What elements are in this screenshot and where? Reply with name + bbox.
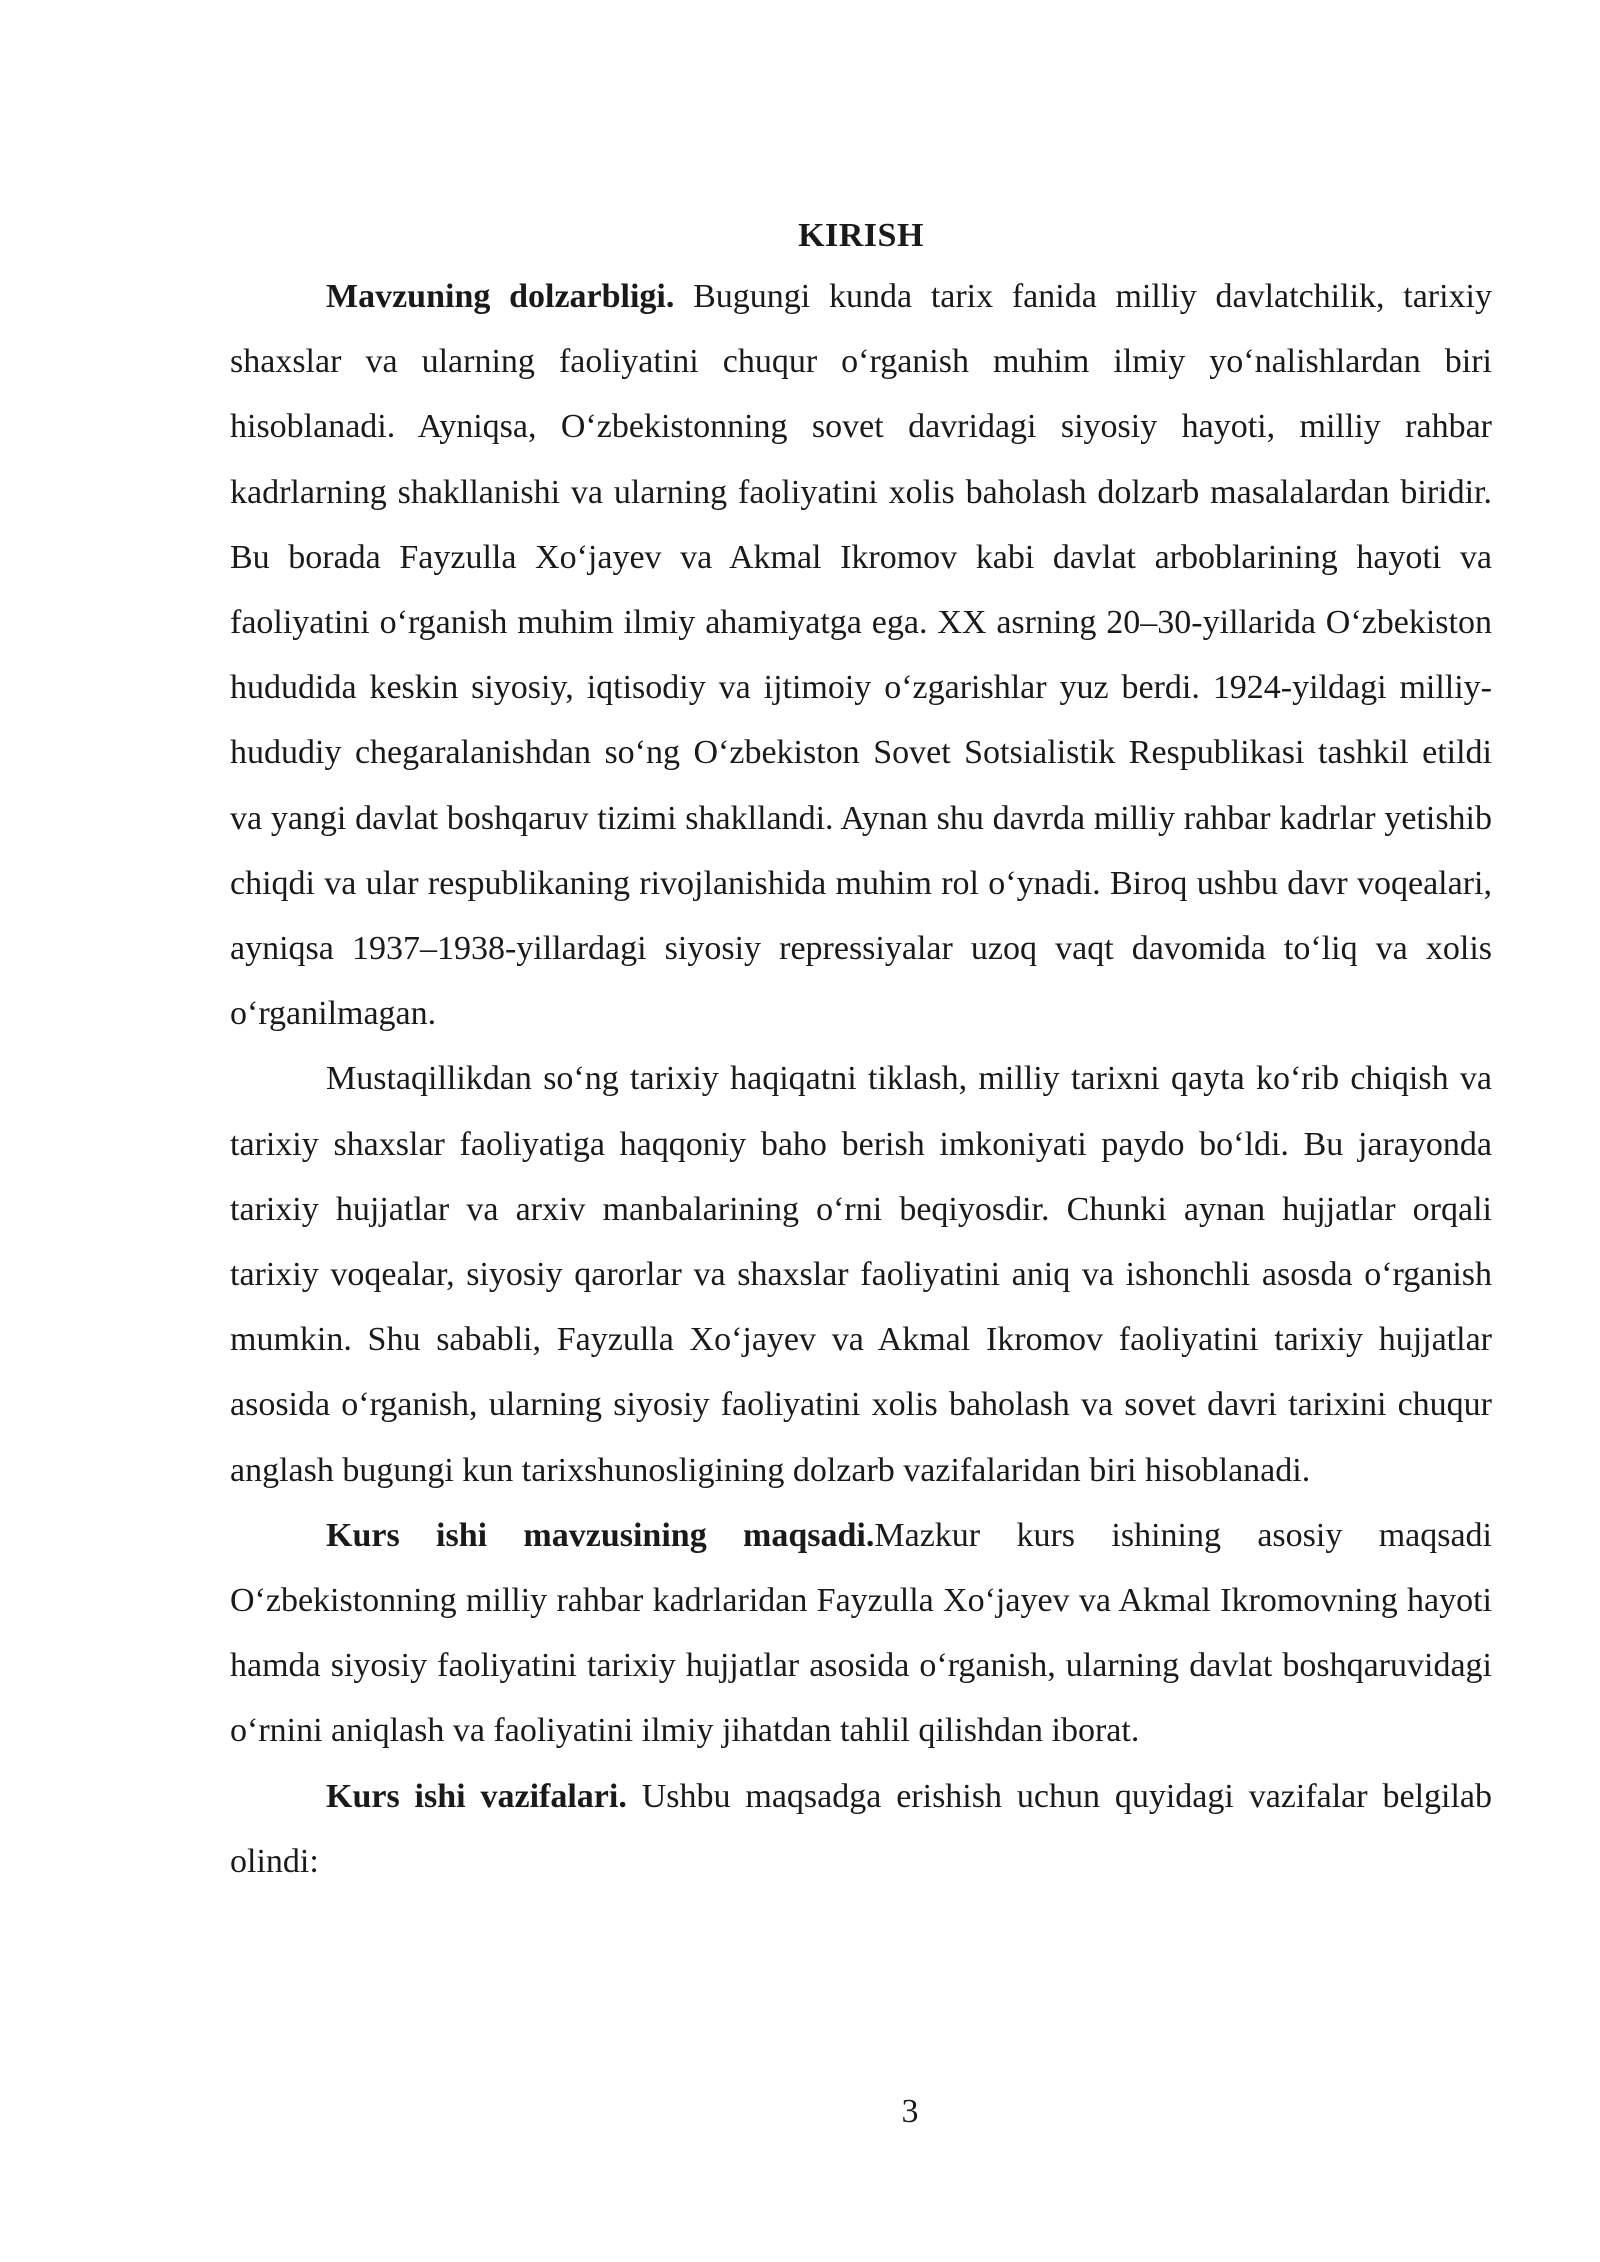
paragraph-text: Mustaqillikdan so‘ng tarixiy haqiqatni tiklash, milliy tarixni qayta ko‘rib chiqish va tarixiy shaxslar faoliyatiga haqqoniy baho berish imkoniyati paydo bo‘ldi. Bu jarayonda tarixiy hujjatlar va arxiv manbalarining o‘rni beqiyosdir. Chunki aynan hujjatlar orqali tarixiy voqealar, siyosiy qarorlar va shaxslar faoliyatini aniq va ishonchli asosda o‘rganish mumkin. Shu sababli, Fayzulla Xo‘jayev va Akmal Ikromov faoliyatini tarixiy hujjatlar asosida o‘rganish, ularning siyosiy faoliyatini xolis baholash va sovet davri tarixini chuqur anglash bugungi kun tarixshunosligining dolzarb vazifalaridan biri hisoblanadi. <box>230 1060 1492 1489</box>
paragraph-tasks <box>230 1764 1492 1894</box>
paragraph-text: Ushbu maqsadga erishish uchun quyidagi vazifalar belgilab olindi: <box>230 1777 1493 1880</box>
paragraph-lead: Kurs ishi mavzusining maqsadi. <box>326 1516 875 1554</box>
document-page <box>230 214 1492 1894</box>
paragraph-lead: Mavzuning dolzarbligi. <box>326 278 675 315</box>
paragraph-text: Mazkur kurs ishining asosiy maqsadi O‘zbekistonning milliy rahbar kadrlaridan Fayzulla Xo‘jayev va Akmal Ikromovning hayoti hamda siyosiy faoliyatini tarixiy hujjatlar asosida o‘rganish, ularning davlat boshqaruvidagi o‘rnini aniqlash va faoliyatini ilmiy jihatdan tahlil qilishdan iborat. <box>230 1516 1493 1750</box>
paragraph-goal <box>230 1503 1492 1764</box>
paragraph-text: Bugungi kunda tarix fanida milliy davlatchilik, tarixiy shaxslar va ularning faoliyatini chuqur o‘rganish muhim ilmiy yo‘nalishlardan biri hisoblanadi. Ayniqsa, O‘zbekistonning sovet davridagi siyosiy hayoti, milliy rahbar kadrlarning shakllanishi va ularning faoliyatini xolis baholash dolzarb masalalardan biridir. Bu borada Fayzulla Xo‘jayev va Akmal Ikromov kabi davlat arboblarining hayoti va faoliyatini o‘rganish muhim ilmiy ahamiyatga ega. XX asrning 20–30-yillarida O‘zbekiston hududida keskin siyosiy, iqtisodiy va ijtimoiy o‘zgarishlar yuz berdi. 1924-yildagi milliy-hududiy chegaralanishdan so‘ng O‘zbekiston Sovet Sotsialistik Respublikasi tashkil etildi va yangi davlat boshqaruv tizimi shakllandi. Aynan shu davrda milliy rahbar kadrlar yetishib chiqdi va ular respublikaning rivojlanishida muhim rol o‘ynadi. Biroq ushbu davr voqealari, ayniqsa 1937–1938-yillardagi siyosiy repressiyalar uzoq vaqt davomida to‘liq va xolis o‘rganilmagan. <box>230 278 1493 1033</box>
page-number: 3 <box>901 2093 919 2130</box>
paragraph-relevance <box>230 264 1492 1046</box>
paragraph-lead: Kurs ishi vazifalari. <box>326 1777 627 1815</box>
section-title: KIRISH <box>798 217 924 254</box>
paragraph-independence <box>230 1046 1492 1502</box>
